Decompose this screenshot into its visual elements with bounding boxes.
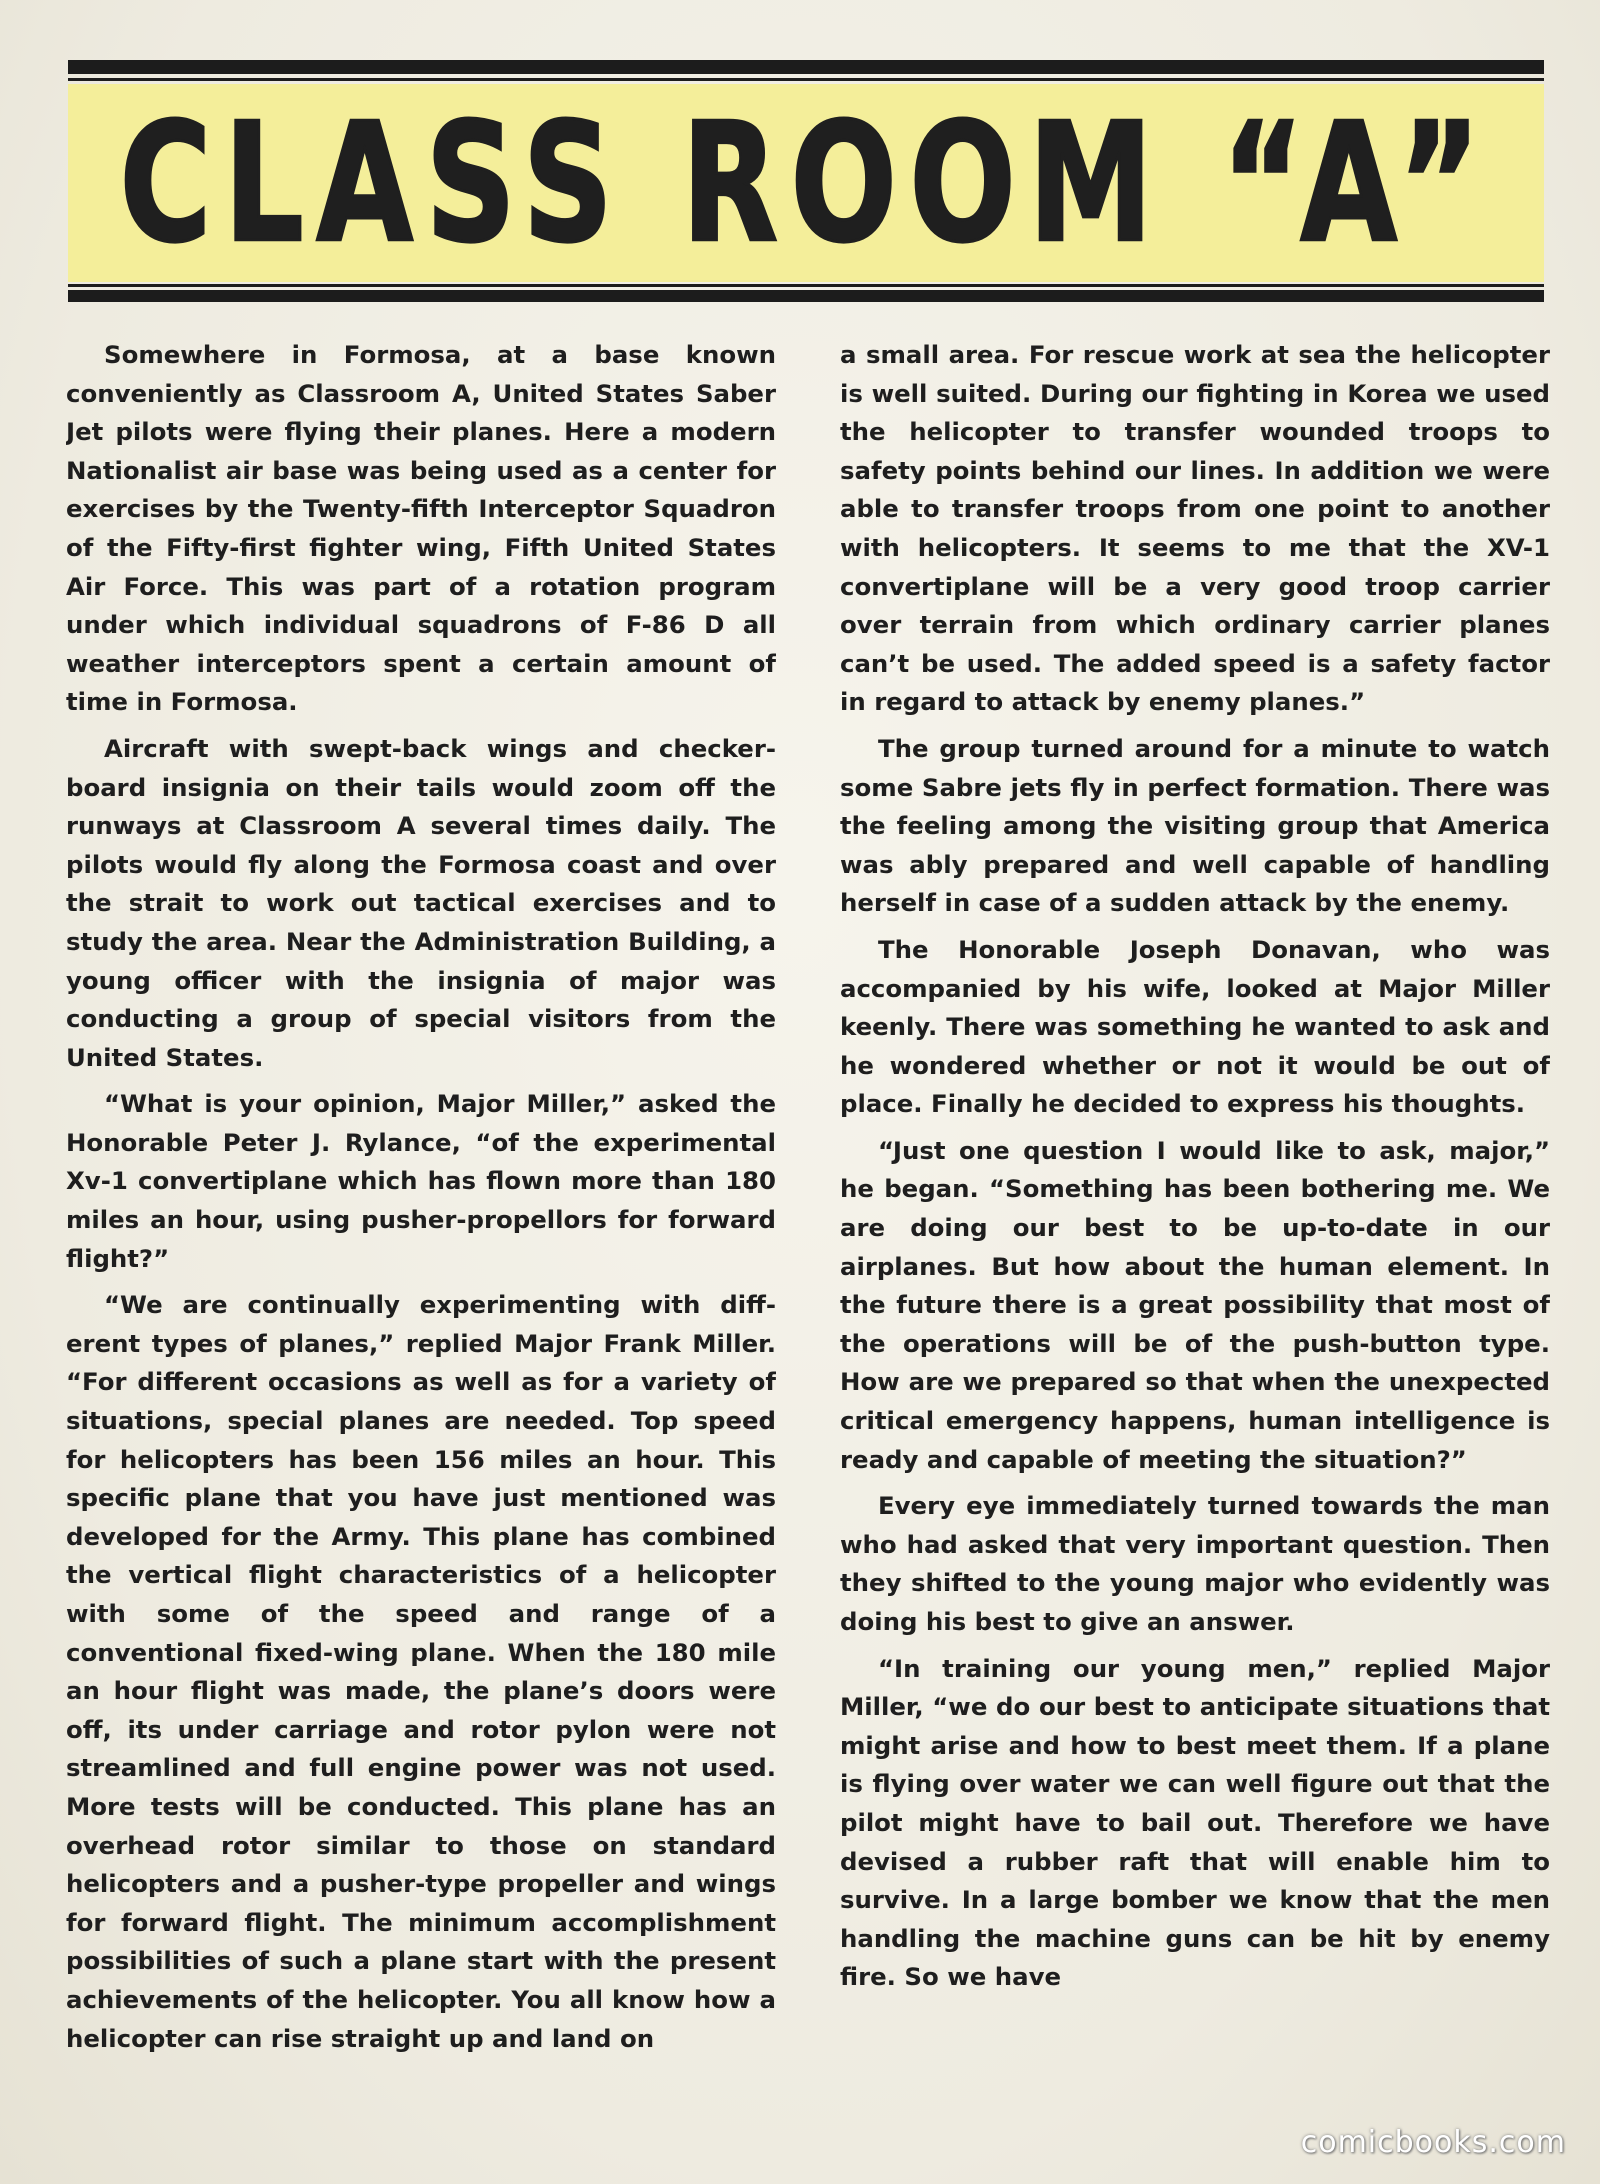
paragraph: The Honorable Joseph Donavan, who was accompanied by his wife, looked at Major Miller keenly. There was something he wanted to ask and he wondered whether or not it would be out of place. Finally he decided to express his thoughts. [840, 934, 1550, 1119]
paragraph: Aircraft with swept-back wings and checkerboard insignia on their tails would zoom off the runways at Classroom A several times daily. The pilots would fly along the Formosa coast and over the strait to work out tactical exercises and to study the area. Near the Administration Building, a young officer with the insignia of major was conducting a group of special visitors from the United States. [66, 733, 776, 1072]
right-column [840, 336, 1550, 2076]
left-column [66, 336, 776, 2076]
header-rule-top-thin [68, 78, 1544, 81]
paragraph: The group turned around for a minute to watch some Sabre jets fly in perfect formation. There was the feeling among the visiting group that America was ably prepared and well capable of handling herself in case of a sudden attack by the enemy. [840, 733, 1550, 918]
paragraph: “We are continually experimenting with different types of planes,” replied Major Frank Miller. “For different occasions as well as for a variety of situations, special planes are needed. Top speed for helicopters has been 156 miles an hour. This specific plane that you have just mentioned was developed for the Army. This plane has combined the vertical flight characteristics of a helicopter with some of the speed and range of a conventional fixed-wing plane. When the 180 mile an hour flight was made, the plane’s doors were off, its under carriage and rotor pylon were not streamlined and full engine power was not used. More tests will be conducted. This plane has an overhead rotor similar to those on standard helicopters and a pusher-type propeller and wings for forward flight. The minimum accomplishment possibilities of such a plane start with the present achievements of the helicopter. You all know how a helicopter can rise straight up and land on [66, 1290, 776, 2053]
paragraph: Somewhere in Formosa, at a base known conveniently as Classroom A, United States Saber Jet pilots were flying their planes. Here a modern Nationalist air base was being used as a center for exercises by the Twenty-fifth Interceptor Squadron of the Fifty-first fighter wing, Fifth United States Air Force. This was part of a rotation program under which individual squadrons of F-86 D all weather interceptors spent a certain amount of time in Formosa. [66, 340, 776, 717]
page-title: CLASS ROOM “A” [119, 87, 1493, 279]
paragraph: Every eye immediately turned towards the man who had asked that very important question. Then they shifted to the young major who evidently was doing his best to give an answer. [840, 1491, 1550, 1636]
header-rule-top-thick [68, 60, 1544, 74]
article-body [66, 336, 1550, 2076]
title-banner [68, 84, 1544, 282]
site-watermark: comicbooks.com [1300, 2125, 1566, 2160]
paragraph: “What is your opinion, Major Miller,” asked the Honorable Peter J. Rylance, “of the experimental Xv-1 convertiplane which has flown more than 180 miles an hour, using pusher-propellors for forward flight?” [66, 1089, 776, 1273]
paragraph: “In training our young men,” replied Major Miller, “we do our best to anticipate situations that might arise and how to best meet them. If a plane is flying over water we can well figure out that the pilot might have to bail out. Therefore we have devised a rubber raft that will enable him to survive. In a large bomber we know that the men handling the machine guns can be hit by enemy fire. So we have [840, 1653, 1550, 1992]
paragraph: “Just one question I would like to ask, major,” he began. “Something has been bothering me. We are doing our best to be up-to-date in our airplanes. But how about the human element. In the future there is a great possibility that most of the operations will be of the push-button type. How are we prepared so that when the unexpected critical emergency happens, human intelligence is ready and capable of meeting the situation?” [840, 1135, 1550, 1474]
header-rule-bottom-thin [68, 284, 1544, 287]
paragraph: a small area. For rescue work at sea the helicopter is well suited. During our fighting in Korea we used the helicopter to transfer wounded troops to safety points behind our lines. In addition we were able to transfer troops from one point to another with helicopters. It seems to me that the XV-1 convertiplane will be a very good troop carrier over terrain from which ordinary carrier planes can’t be used. The added speed is a safety factor in regard to attack by enemy planes.” [840, 340, 1550, 717]
header-rule-bottom-thick [68, 290, 1544, 302]
